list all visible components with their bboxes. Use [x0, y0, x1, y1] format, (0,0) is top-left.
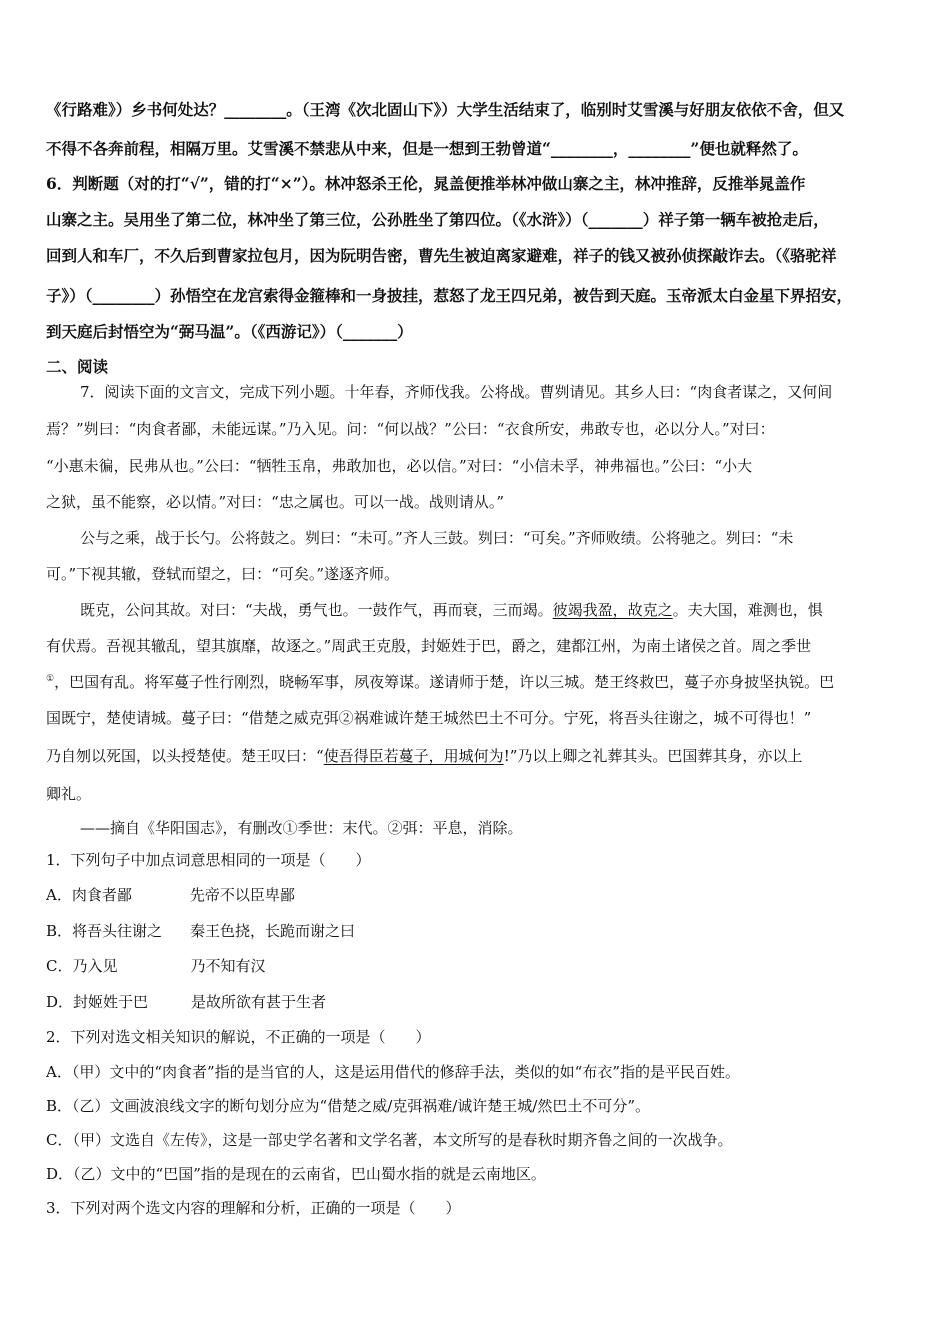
poem-fill-line-1: 《行路难》）乡书何处达？________。（王湾《次北固山下》）大学生活结束了，临别时艾雪溪与好朋友依依不舍，但又 — [46, 100, 845, 119]
option-label: C． — [46, 1131, 73, 1149]
question-2-option-d[interactable] — [46, 1162, 908, 1186]
question-1-option-d[interactable] — [46, 990, 908, 1014]
option-left: 封姬姓于巴 — [73, 993, 149, 1011]
option-right: 先帝不以臣卑鄙 — [189, 886, 295, 904]
option-label: A． — [46, 886, 72, 904]
poem-fill-line-2: 不得不各奔前程，相隔万里。艾雪溪不禁悲从中来，但是一想到王勃曾道“________，________”便也就释然了。 — [46, 139, 808, 158]
passage-p1-line-2: 焉？”刿曰：“肉食者鄙，未能远谋。”乃入见。问：“何以战？”公曰：“衣食所安，弗敢专也，必以分人。”对曰： — [46, 420, 775, 438]
question-2-stem: 2．下列对选文相关知识的解说，不正确的一项是（ ） — [46, 1028, 431, 1046]
passage-p3-line-1 — [80, 598, 908, 622]
section-heading-reading: 二、阅读 — [46, 357, 109, 376]
question-2-option-b[interactable] — [46, 1094, 908, 1118]
source-note: ——摘自《华阳国志》，有删改①季世：末代。②弭：平息，消除。 — [80, 819, 523, 837]
question-2-option-a[interactable] — [46, 1060, 908, 1084]
judgment-question-line-3: 回到人和车厂，不久后到曹家拉包月，因为阮明告密，曹先生被迫离家避难，祥子的钱又被孙侦探敲诈去。（《骆驼祥 — [46, 246, 837, 265]
passage-p3-line-3 — [46, 670, 908, 694]
option-label: D． — [46, 1165, 74, 1183]
option-text: （甲）文中的“肉食者”指的是当官的人，这是运用借代的修辞手法，类似的如“布衣”指的是平民百姓。 — [71, 1063, 741, 1081]
question-1-option-b[interactable] — [46, 919, 908, 943]
judgment-question-line-5: 到天庭后封悟空为“弼马温”。（《西游记》）（_______） — [46, 322, 413, 341]
underlined-phrase: 使吾得臣若蔓子，用城何为 — [323, 747, 504, 765]
underlined-phrase: 彼竭我盈，故克之 — [552, 601, 673, 619]
passage-text: ，巴国有乱。将军蔓子性行刚烈，晓畅军事，夙夜筹谋。遂请师于楚，许以三城。楚王终救巴，蔓子亦身披坚执锐。巴 — [54, 673, 835, 691]
question-2-option-c[interactable] — [46, 1128, 908, 1152]
option-right: 是故所欲有甚于生者 — [191, 993, 327, 1011]
passage-p1-line-4: 之狱，虽不能察，必以情。”对曰：“忠之属也。可以一战。战则请从。” — [46, 493, 505, 511]
judgment-question-line-4: 子》）（________）孙悟空在龙宫索得金箍棒和一身披挂，惹怒了龙王四兄弟，被告到天庭。玉帝派太白金星下界招安， — [46, 286, 853, 305]
passage-p2-line-1: 公与之乘，战于长勺。公将鼓之。刿曰：“未可。”齐人三鼓。刿曰：“可矣。”齐师败绩。公将驰之。刿曰：“未 — [80, 529, 794, 547]
passage-p3-line-6: 卿礼。 — [46, 785, 92, 803]
passage-p3-line-2: 有伏焉。吾视其辙乱，望其旗靡，故逐之。”周武王克殷，封姬姓于巴，爵之，建都江州，为南土诸侯之首。周之季世 — [46, 637, 812, 655]
passage-p3-line-5 — [46, 744, 908, 768]
passage-p1-line-1: 7．阅读下面的文言文，完成下列小题。十年春，齐师伐我。公将战。曹刿请见。其乡人曰：“肉食者谋之，又何间 — [80, 383, 833, 401]
option-left: 乃入见 — [72, 957, 118, 975]
question-1-option-c[interactable] — [46, 954, 908, 978]
option-label: B． — [46, 922, 73, 940]
option-label: D． — [46, 993, 74, 1011]
question-3-stem: 3．下列对两个选文内容的理解和分析，正确的一项是（ ） — [46, 1199, 461, 1217]
option-left: 将吾头往谢之 — [72, 922, 163, 940]
passage-text: 既克，公问其故。对曰：“夫战，勇气也。一鼓作气，再而衰，三而竭。 — [80, 601, 553, 619]
passage-text: 。夫大国，难测也，惧 — [672, 601, 823, 619]
option-label: A． — [46, 1063, 72, 1081]
option-text: （乙）文画波浪线文字的断句划分应为“借楚之威/克弭祸难/诚许楚王城/然巴土不可分”。 — [72, 1097, 651, 1115]
option-text: （甲）文选自《左传》，这是一部史学名著和文学名著，本文所写的是春秋时期齐鲁之间的一次战争。 — [72, 1131, 733, 1149]
option-label: B． — [46, 1097, 73, 1115]
option-right: 秦王色挠，长跪而谢之曰 — [190, 922, 356, 940]
judgment-question-line-2: 山寨之主。吴用坐了第二位，林冲坐了第三位，公孙胜坐了第四位。（《水浒》）（_______）祥子第一辆车被抢走后， — [46, 210, 829, 229]
option-left: 肉食者鄙 — [71, 886, 132, 904]
passage-text: !”乃以上卿之礼葬其头。巴国葬其身，亦以上 — [503, 747, 803, 765]
option-label: C． — [46, 957, 73, 975]
passage-p2-line-2: 可。”下视其辙，登轼而望之，曰：“可矣。”遂逐齐师。 — [46, 565, 400, 583]
passage-p1-line-3: “小惠未徧，民弗从也。”公曰：“牺牲玉帛，弗敢加也，必以信。”对曰：“小信未孚，神弗福也。”公曰：“小大 — [46, 457, 753, 475]
question-1-option-a[interactable] — [46, 883, 908, 907]
option-right: 乃不知有汉 — [190, 957, 266, 975]
passage-text: 乃自刎以死国，以头授楚使。楚王叹曰：“ — [46, 747, 324, 765]
passage-p3-line-4: 国既宁，楚使请城。蔓子曰：“借楚之威克弭②祸难诚许楚王城然巴土不可分。宁死，将吾头往谢之，城不可得也！” — [46, 709, 812, 727]
option-text: （乙）文中的“巴国”指的是现在的云南省，巴山蜀水指的就是云南地区。 — [73, 1165, 546, 1183]
judgment-question-line-1: 6．判断题（对的打“√”，错的打“×”）。林冲怒杀王伦，晁盖便推举林冲做山寨之主，林冲推辞，反推举晁盖作 — [46, 174, 806, 193]
footnote-marker: ① — [46, 674, 55, 684]
question-1-stem: 1．下列句子中加点词意思相同的一项是（ ） — [46, 851, 371, 869]
